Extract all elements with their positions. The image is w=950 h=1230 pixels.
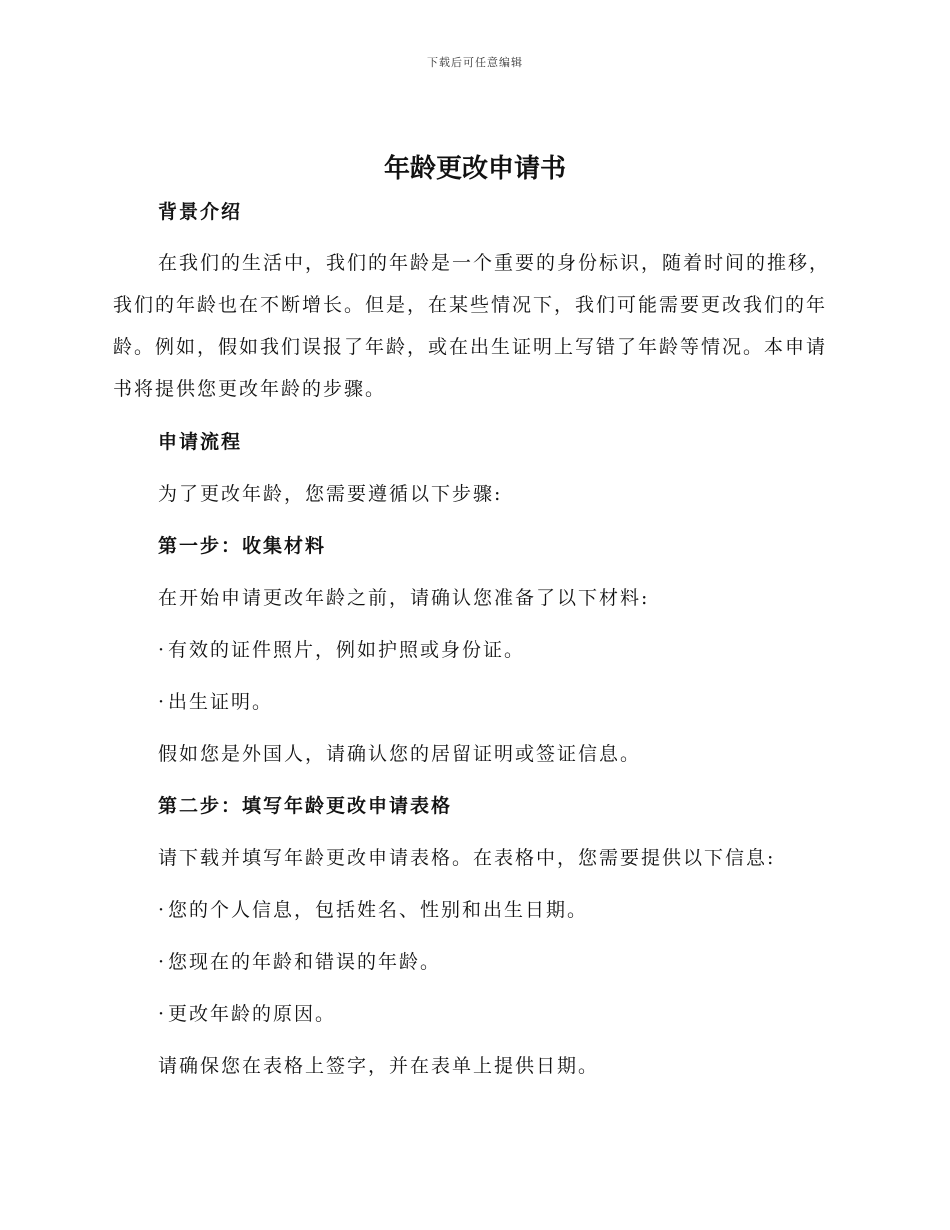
step1-bullet-item — [113, 688, 833, 716]
header-note: 下载后可任意编辑 — [427, 56, 523, 69]
document-title: 年龄更改申请书 — [383, 154, 566, 184]
background-paragraph: 在我们的生活中，我们的年龄是一个重要的身份标识，随着时间的推移，我们的年龄也在不断增长。但是，在某些情况下，我们可能需要更改我们的年龄。例如，假如我们误报了年龄，或在出生证明上写错了年龄等情况。本申请书将提供您更改年龄的步骤。 — [113, 252, 831, 400]
bullet-dot: · — [158, 951, 167, 973]
step2-intro: 请下载并填写年龄更改申请表格。在表格中，您需要提供以下信息: — [158, 847, 776, 869]
step1-intro: 在开始申请更改年龄之前，请确认您准备了以下材料: — [158, 587, 650, 609]
bullet-dot: · — [158, 639, 167, 661]
step1-heading: 第一步：收集材料 — [158, 535, 327, 557]
section-heading-background: 背景介绍 — [158, 201, 243, 223]
step2-bullet-item — [113, 948, 833, 976]
document-body — [113, 198, 833, 1080]
step2-note: 请确保您在表格上签字，并在表单上提供日期。 — [158, 1055, 600, 1077]
step1-bullet-item — [113, 636, 833, 664]
bullet-dot: · — [158, 1003, 167, 1025]
bullet-text: 更改年龄的原因。 — [168, 1003, 337, 1025]
process-intro: 为了更改年龄，您需要遵循以下步骤: — [158, 483, 503, 505]
step1-note: 假如您是外国人，请确认您的居留证明或签证信息。 — [158, 743, 642, 765]
bullet-dot: · — [158, 899, 167, 921]
bullet-text: 出生证明。 — [168, 691, 274, 713]
bullet-text: 您现在的年龄和错误的年龄。 — [168, 951, 442, 973]
bullet-dot: · — [158, 691, 167, 713]
bullet-text: 您的个人信息，包括姓名、性别和出生日期。 — [168, 899, 589, 921]
section-heading-process: 申请流程 — [158, 431, 243, 453]
bullet-text: 有效的证件照片，例如护照或身份证。 — [168, 639, 526, 661]
step2-bullet-item — [113, 1000, 833, 1028]
step2-bullet-item — [113, 896, 833, 924]
step2-heading: 第二步：填写年龄更改申请表格 — [158, 795, 453, 817]
